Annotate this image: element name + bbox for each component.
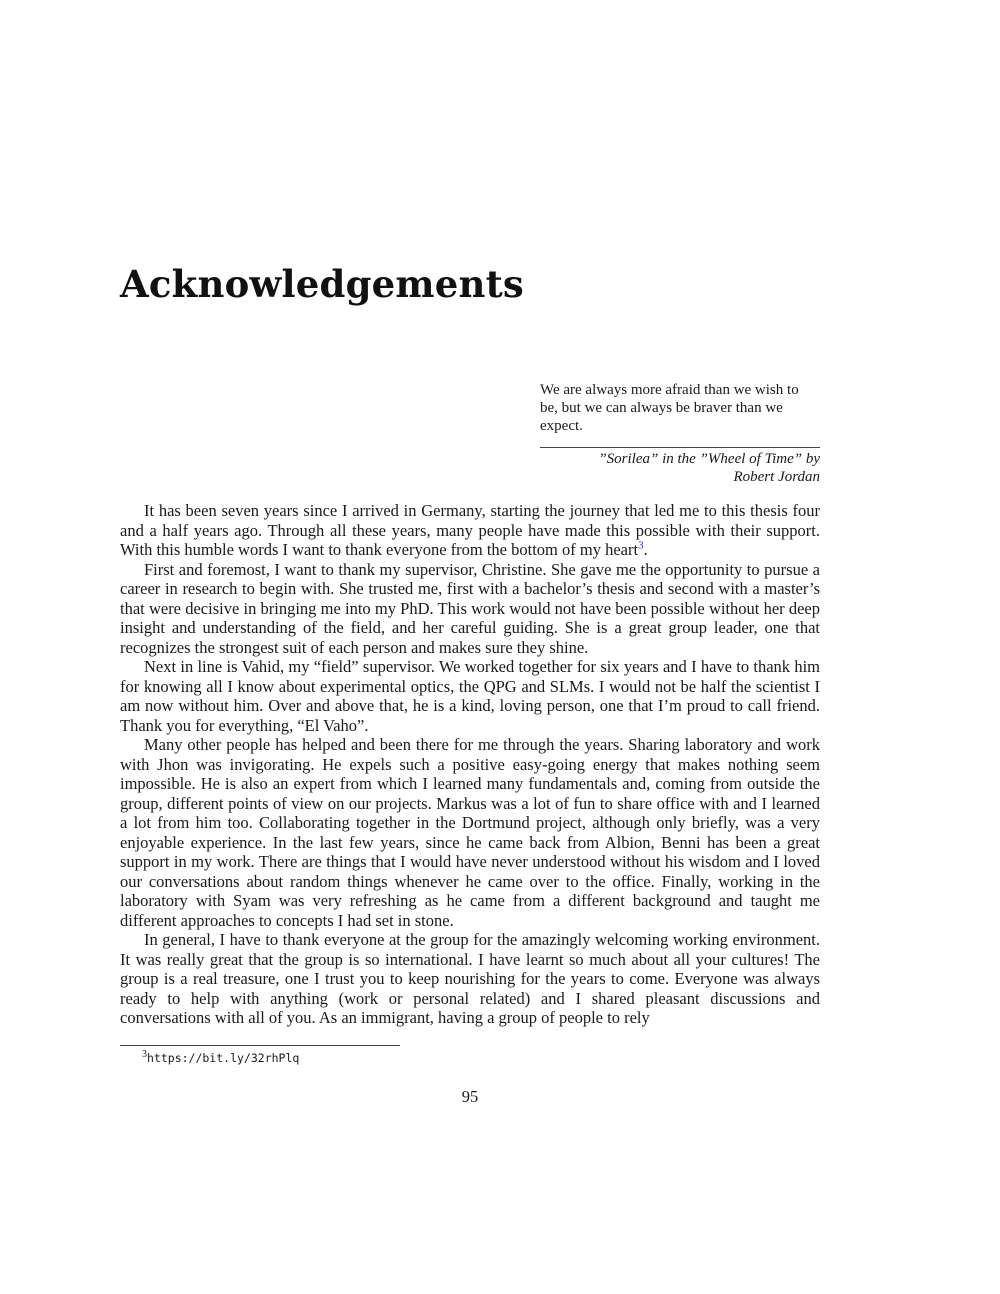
chapter-title: Acknowledgements bbox=[120, 262, 524, 306]
paragraph-1-end: . bbox=[643, 540, 648, 559]
epigraph-divider bbox=[540, 447, 820, 448]
paragraph-3: Next in line is Vahid, my “field” supervisor. We worked together for six years and I have to thank him for knowing all I know about experimental optics, the QPG and SLMs. I would not be half the scientist I am now without him. Over and above that, he is a kind, loving person, one that I’m proud to call friend. Thank you for everything, “El Vaho”. bbox=[120, 657, 820, 735]
footnote-mark-link[interactable]: 3 bbox=[638, 539, 644, 552]
epigraph-attribution bbox=[540, 450, 820, 486]
paragraph-4: Many other people has helped and been there for me through the years. Sharing laboratory and work with Jhon was invigorating. He expels such a positive easy-going energy that makes nothing seem impossible. He is also an expert from which I learned many fundamentals and, coming from outside the group, different points of view on our projects. Markus was a lot of fun to share office with and I learned a lot from him too. Collaborating together in the Dortmund project, although only briefly, was a very enjoyable experience. In the last few years, since he came back from Albion, Benni has been a great support in my work. There are things that I would have never understood without his wisdom and I loved our conversations about random things whenever he came over to the office. Finally, working in the laboratory with Syam was very refreshing as he came from a different background and taught me different approaches to concepts I had set in stone. bbox=[120, 735, 820, 930]
paragraph-1 bbox=[120, 501, 820, 560]
page-number: 95 bbox=[461, 1087, 479, 1106]
paragraph-1-text: It has been seven years since I arrived in Germany, starting the journey that led me to this thesis four and a half years ago. Through all these years, many people have made this possible with their support. With this humble words I want to thank everyone from the bottom of my heart bbox=[120, 501, 820, 559]
epigraph bbox=[540, 381, 820, 486]
paragraph-5: In general, I have to thank everyone at the group for the amazingly welcoming working environment. It was really great that the group is so international. I have learnt so much about all your cultures! The group is a real treasure, one I trust you to keep nourishing for the years to come. Everyone was always ready to help with anything (work or personal related) and I shared pleasant discussions and conversations with all of you. As an immigrant, having a group of people to rely bbox=[120, 930, 820, 1027]
footnote-divider bbox=[120, 1045, 400, 1046]
footnote-number: 3 bbox=[142, 1049, 147, 1060]
epigraph-attribution-line1: ”Sorilea” in the ”Wheel of Time” by bbox=[598, 451, 820, 467]
paragraph-2: First and foremost, I want to thank my supervisor, Christine. She gave me the opportunity to pursue a career in research to begin with. She trusted me, first with a bachelor’s thesis and second with a master’s that were decisive in bringing me into my PhD. This work would not have been possible without her deep insight and understanding of the field, and her careful guiding. She is a great group leader, one that recognizes the strongest suit of each person and makes sure they shine. bbox=[120, 559, 820, 657]
footnote bbox=[142, 1049, 299, 1065]
epigraph-attribution-line2: Robert Jordan bbox=[733, 469, 820, 485]
footnote-url[interactable]: https://bit.ly/32rhPlq bbox=[147, 1050, 300, 1065]
epigraph-quote: We are always more afraid than we wish to be, but we can always be braver than we expect. bbox=[540, 382, 799, 434]
body-text bbox=[120, 501, 820, 1028]
